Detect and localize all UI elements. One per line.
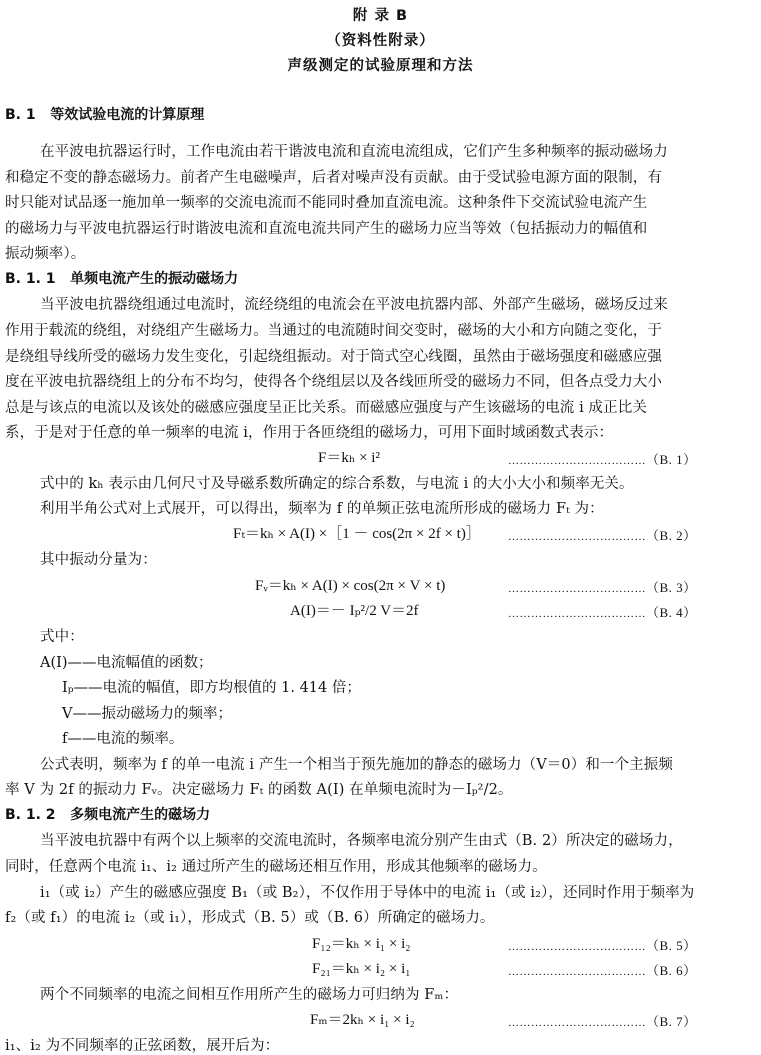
paragraph-line: 度在平波电抗器绕组上的分布不均匀，使得各个绕组层以及各线匝所受的磁场力不同，但各点受力大小 (5, 374, 662, 390)
section-title: 单频电流产生的振动磁场力 (70, 271, 239, 287)
paragraph-line: 率 V 为 2f 的振动力 Fᵥ。决定磁场力 Fₜ 的函数 A(I) 在单频电流时为－Iₚ²/2。 (5, 782, 513, 798)
definition-item: Iₚ——电流的幅值，即方均根值的 1. 414 倍； (62, 680, 361, 696)
paragraph-line: i₁、i₂ 为不同频率的正弦函数，展开后为： (5, 1038, 280, 1054)
equation-b7: Fₘ＝2kₕ × i₁ × i₂ (310, 1012, 415, 1028)
equation-b5: F₁₂＝kₕ × i₁ × i₂ (312, 936, 411, 952)
paragraph-line: 在平波电抗器运行时，工作电流由若干谐波电流和直流电流组成，它们产生多种频率的振动磁场力 (40, 144, 668, 160)
paragraph-line: 当平波电抗器中有两个以上频率的交流电流时，各频率电流分别产生由式（B. 2）所决定的磁场力， (40, 833, 683, 849)
definition-item: V——振动磁场力的频率； (62, 706, 232, 722)
section-title: 等效试验电流的计算原理 (50, 107, 205, 123)
paragraph-line: 系，于是对于任意的单一频率的电流 i，作用于各匝绕组的磁场力，可用下面时域函数式表示： (5, 425, 614, 441)
paragraph-line: f₂（或 f₁）的电流 i₂（或 i₁），形成式（B. 5）或（B. 6）所确定的磁场力。 (5, 910, 495, 926)
equation-number: ………………………………（B. 2） (508, 528, 697, 543)
equation-b1: F＝kₕ × i² (318, 450, 380, 466)
equation-number: ………………………………（B. 5） (508, 938, 697, 953)
paragraph-line: 作用于载流的绕组，对绕组产生磁场力。当通过的电流随时间交变时，磁场的大小和方向随之变化，于 (5, 323, 662, 339)
equation-number: ………………………………（B. 4） (508, 605, 697, 620)
section-title: 多频电流产生的磁场力 (70, 807, 211, 823)
paragraph-line: 当平波电抗器绕组通过电流时，流经绕组的电流会在平波电抗器内部、外部产生磁场，磁场反过来 (40, 297, 668, 313)
paragraph-line: 时只能对试品逐一施加单一频率的交流电流而不能同时叠加直流电流。这种条件下交流试验电流产生 (5, 195, 648, 211)
equation-b2: Fₜ＝kₕ × A(I) ×［1 － cos(2π × 2f × t)］ (233, 526, 481, 542)
paragraph-line: 振动频率）。 (5, 246, 86, 262)
paragraph-line: 是绕组导线所受的磁场力发生变化，引起绕组振动。对于筒式空心线圈，虽然由于磁场强度和磁感应强 (5, 349, 662, 365)
section-heading-b11 (5, 268, 238, 288)
appendix-title: 附 录 B (352, 8, 409, 24)
appendix-heading: 声级测定的试验原理和方法 (287, 58, 474, 74)
paragraph-line: 两个不同频率的电流之间相互作用所产生的磁场力可归纳为 Fₘ： (40, 987, 459, 1003)
section-number: B. 1 (5, 107, 36, 123)
equation-b4: A(I)＝－ Iₚ²/2 V＝2f (290, 603, 419, 619)
section-number: B. 1. 2 (5, 807, 56, 823)
paragraph-line: 利用半角公式对上式展开，可以得出，频率为 f 的单频正弦电流所形成的磁场力 Fₜ 为： (40, 501, 604, 517)
equation-number: ………………………………（B. 3） (508, 580, 697, 595)
appendix-subtitle: （资料性附录） (326, 33, 435, 49)
paragraph-line: 公式表明，频率为 f 的单一电流 i 产生一个相当于预先施加的静态的磁场力（V＝0）和一个主振频 (40, 757, 673, 773)
paragraph-line: 式中： (40, 629, 84, 645)
paragraph-line: 式中的 kₕ 表示由几何尺寸及导磁系数所确定的综合系数，与电流 i 的大小大小和频率无关。 (40, 476, 634, 492)
equation-number: ………………………………（B. 7） (508, 1014, 697, 1029)
equation-b6: F₂₁＝kₕ × i₂ × i₁ (312, 961, 411, 977)
equation-b3: Fᵥ＝kₕ × A(I) × cos(2π × V × t) (255, 578, 446, 594)
equation-number: ………………………………（B. 6） (508, 963, 697, 978)
paragraph-line: 总是与该点的电流以及该处的磁感应强度呈正比关系。而磁感应强度与产生该磁场的电流 i 成正比关 (5, 400, 647, 416)
paragraph-line: 同时，任意两个电流 i₁、i₂ 通过所产生的磁场还相互作用，形成其他频率的磁场力。 (5, 859, 547, 875)
paragraph-line: 和稳定不变的静态磁场力。前者产生电磁噪声，后者对噪声没有贡献。由于受试验电源方面的限制，有 (5, 170, 662, 186)
paragraph-line: i₁（或 i₂）产生的磁感应强度 B₁（或 B₂），不仅作用于导体中的电流 i₁（或 i₂），还同时作用于频率为 (40, 885, 695, 901)
definition-item: A(I)——电流幅值的函数； (40, 655, 213, 671)
paragraph-line: 其中振动分量为： (40, 552, 157, 568)
equation-number: ………………………………（B. 1） (508, 452, 697, 467)
definition-item: f——电流的频率。 (62, 731, 184, 747)
section-heading-b1 (5, 104, 204, 124)
paragraph-line: 的磁场力与平波电抗器运行时谐波电流和直流电流共同产生的磁场力应当等效（包括振动力的幅值和 (5, 221, 648, 237)
section-heading-b12 (5, 804, 210, 824)
section-number: B. 1. 1 (5, 271, 56, 287)
